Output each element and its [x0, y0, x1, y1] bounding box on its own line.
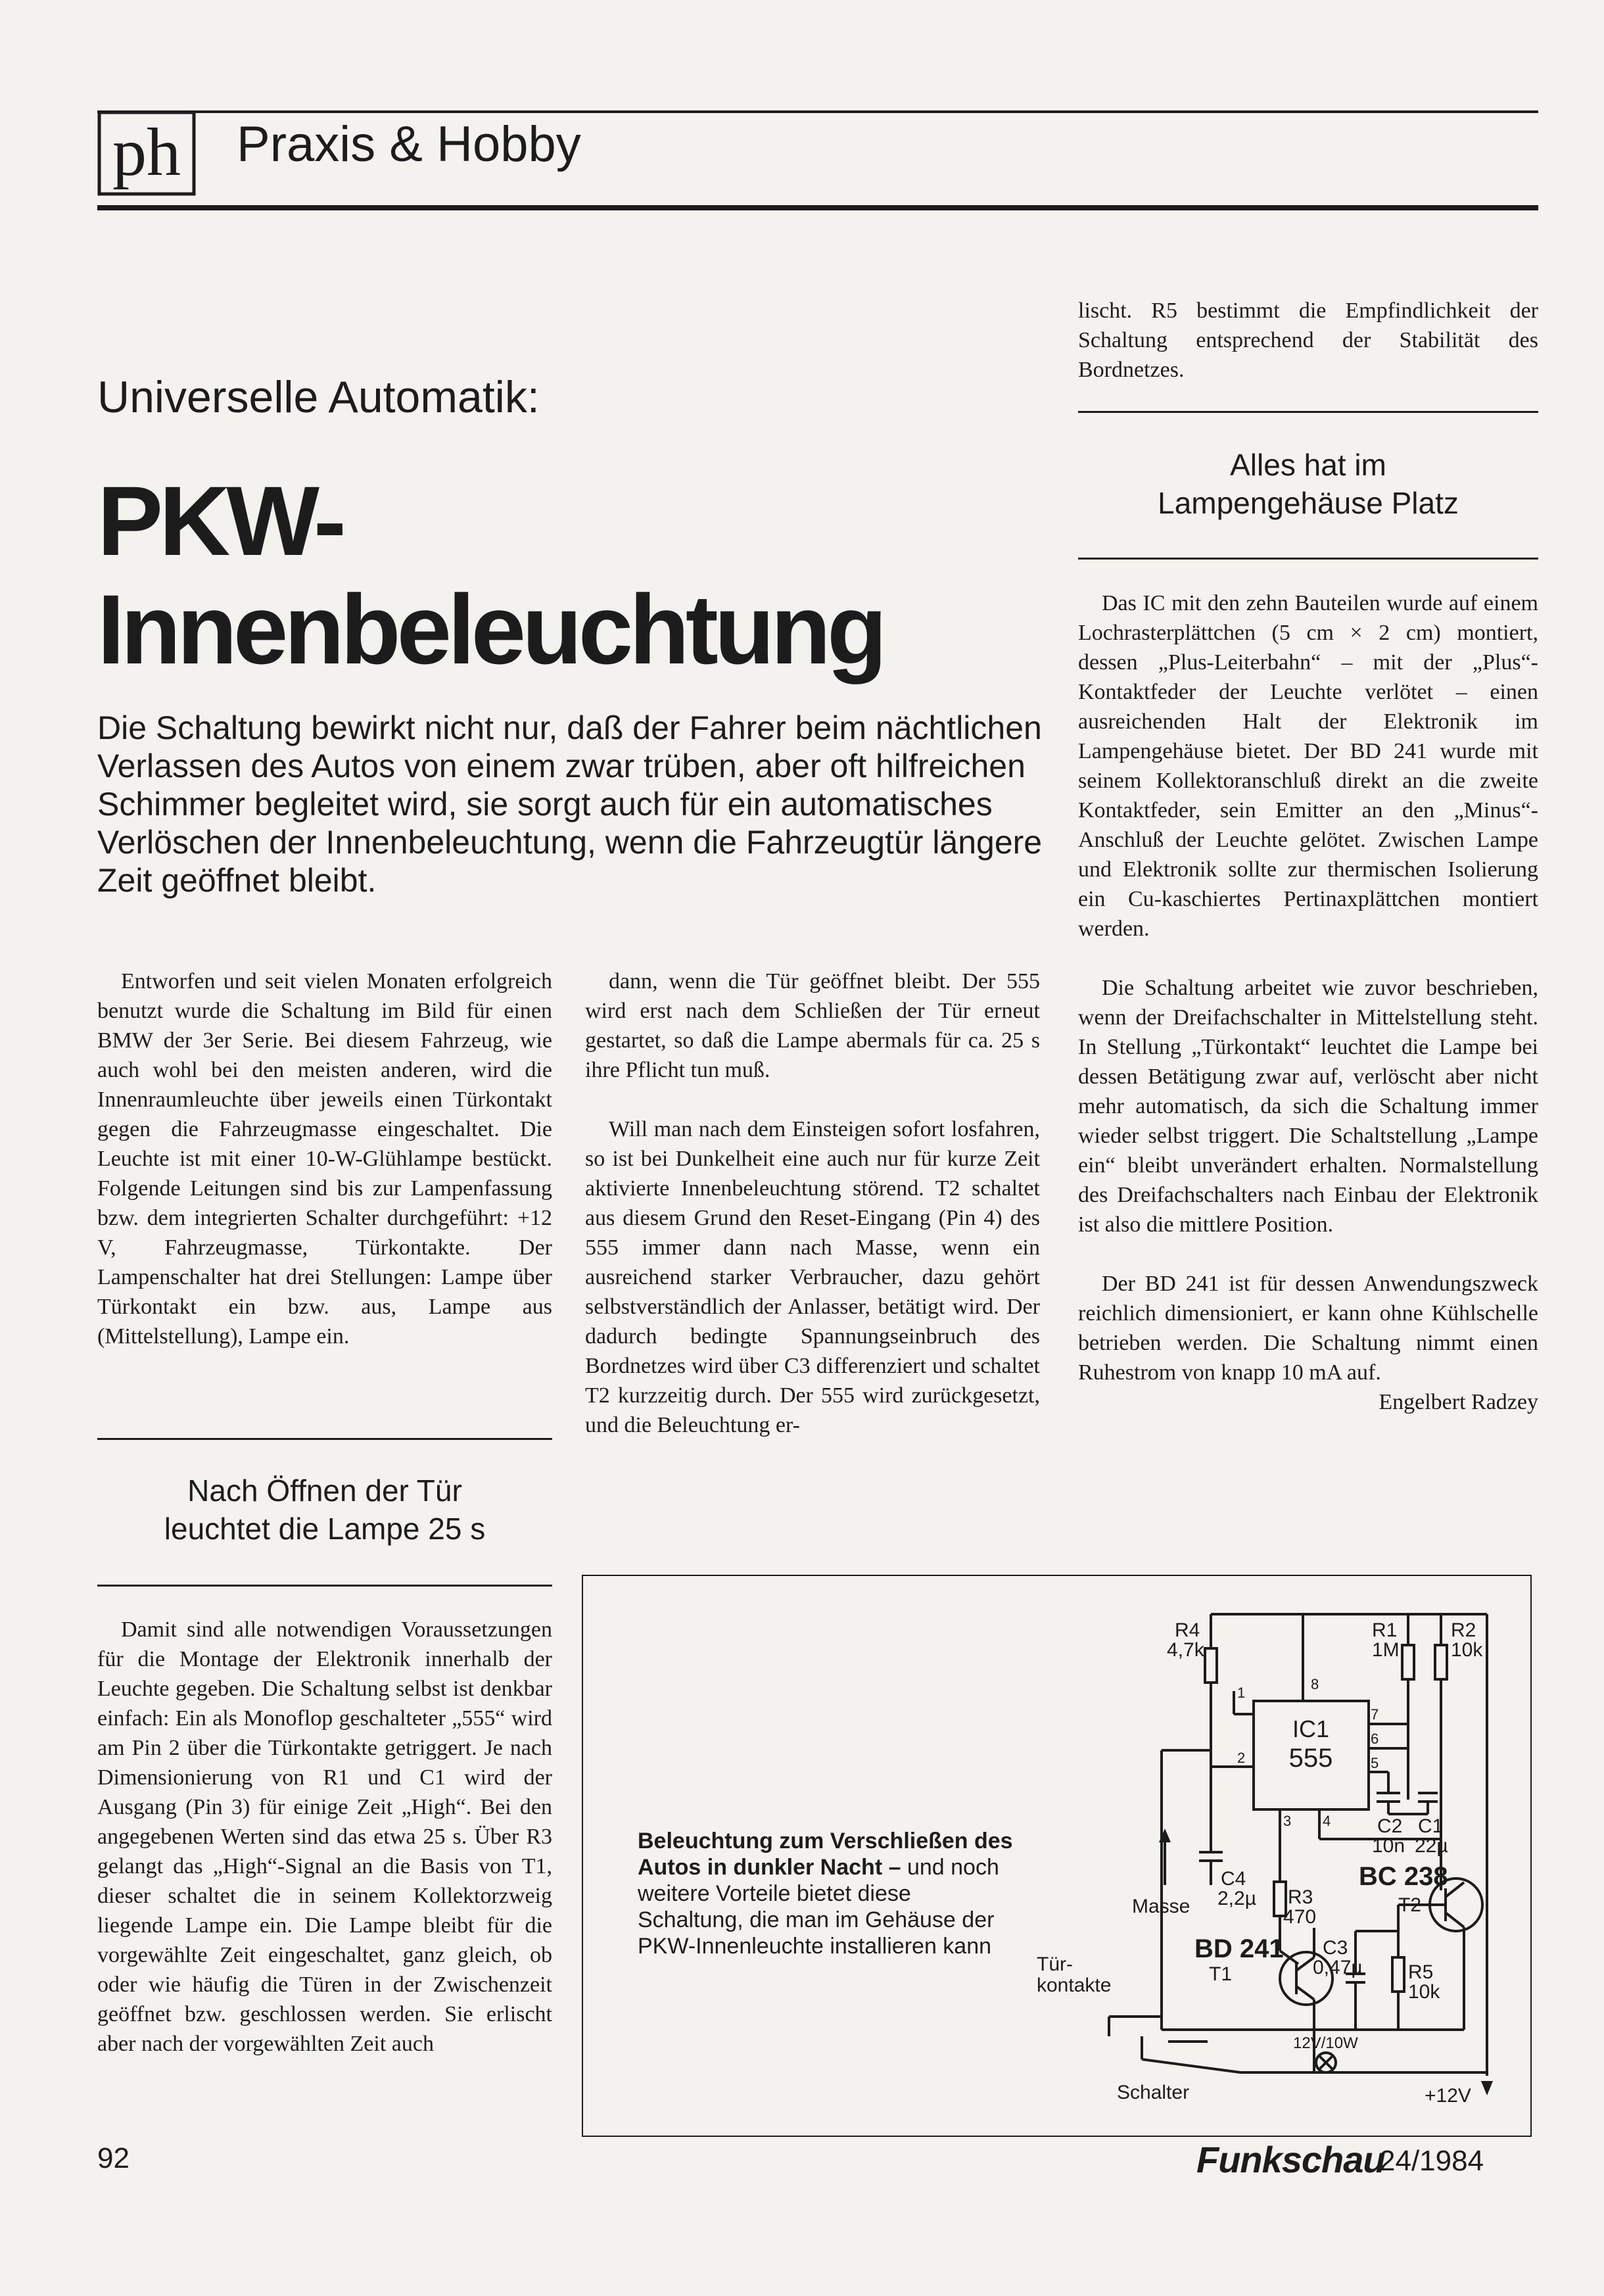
schalter-label: Schalter [1117, 2082, 1190, 2103]
header-bottom-rule [97, 205, 1538, 210]
ic-name: IC1 [1292, 1715, 1330, 1742]
article-lede: Die Schaltung bewirkt nicht nur, daß der Fahrer beim nächtlichen Verlassen des Autos von einem zwar trüben, aber oft hilfreichen Schimmer begleitet wird, sie sorgt auch für ein automatisches Verlöschen der Innenbeleuchtung, wenn die Fahrzeugtür längere Zeit geöffnet bleibt. [97, 709, 1043, 899]
r4-value: 4,7k [1167, 1639, 1204, 1661]
pin-5: 5 [1371, 1755, 1379, 1771]
article-headline [97, 467, 884, 684]
c4-value: 2,2µ [1217, 1888, 1256, 1909]
headline-line-1: PKW- [97, 466, 342, 576]
caption-bold: Beleuchtung zum Verschließen des Autos in dunkler Nacht – [638, 1829, 1013, 1880]
col1-paragraph-2: Damit sind alle notwendigen Voraussetzungen für die Montage der Elektronik innerhalb der Leuchte gegeben. Die Schaltung selbst ist denkbar einfach: Ein als Monoflop geschalteter „555“ wird am Pin 2 über die Türkontakte getriggert. Je nach Dimensionierung von R1 und C1 wird der Ausgang (Pin 3) für einige Zeit „High“. Bei den angegebenen Werten sind das etwa 25 s. Über R3 gelangt das „High“-Signal an die Basis von T1, dieser schaltet die in seinem Kollektorzweig liegende Lampe ein. Die Lampe bleibt für die vorgewählte Zeit eingeschaltet, ganz gleich, ob oder wie häufig die Türen in der Zwischenzeit geöffnet bzw. geschlossen werden. Sie erlischt aber nach der vorgewählten Zeit auch [97, 1617, 552, 2056]
col3-subhead-rule-bottom [1078, 558, 1538, 560]
column-3-top [1078, 296, 1538, 385]
col1-subhead [97, 1471, 552, 1548]
tuerkontakte-line-2: kontakte [1037, 1974, 1112, 1996]
section-title: Praxis & Hobby [237, 116, 581, 172]
pin-1: 1 [1237, 1685, 1246, 1701]
column-1-bottom [97, 1615, 552, 2059]
pin-7: 7 [1371, 1706, 1379, 1723]
schematic-caption [638, 1828, 1019, 1959]
c3-name: C3 [1323, 1937, 1348, 1959]
col3-paragraph-1: lischt. R5 bestimmt die Empfindlichkeit der Schaltung entsprechend der Stabilität des Bordnetzes. [1078, 299, 1538, 382]
col3-paragraph-2: Das IC mit den zehn Bauteilen wurde auf einem Lochrasterplättchen (5 cm × 2 cm) montiert, dessen „Plus-Leiterbahn“ – mit der „Plus“-Kontaktfeder der Leuchte verlötet – einen ausreichenden Halt der Elektronik im Lampengehäuse bietet. Der BD 241 wurde mit seinem Kollektoranschluß direkt an die zweite Kontaktfeder, sein Emitter an den „Minus“-Anschluß der Leuchte gelötet. Zwischen Lampe und Elektronik sollte zur thermischen Isolierung ein Cu-kaschiertes Pertinaxplättchen montiert werden. [1078, 591, 1538, 941]
headline-line-2: Innenbeleuchtung [97, 574, 884, 684]
pin-3: 3 [1283, 1813, 1292, 1829]
t1-type: BD 241 [1194, 1934, 1284, 1963]
col1-subhead-rule-bottom [97, 1585, 552, 1587]
c4-name: C4 [1221, 1868, 1246, 1890]
pin-6: 6 [1371, 1731, 1379, 1747]
c3-value: 0,47µ [1313, 1957, 1363, 1978]
issue-number: 24/1984 [1379, 2145, 1484, 2177]
r5-name: R5 [1408, 1961, 1434, 1983]
r2-name: R2 [1451, 1619, 1476, 1641]
col3-subhead-line-2: Lampengehäuse Platz [1158, 486, 1459, 520]
plus12-label: +12V [1425, 2085, 1471, 2107]
page-number: 92 [97, 2142, 130, 2174]
r5-value: 10k [1408, 1981, 1440, 2003]
c2-name: C2 [1377, 1815, 1403, 1837]
lamp-label: 12V/10W [1293, 2034, 1358, 2052]
article-kicker: Universelle Automatik: [97, 372, 540, 422]
r4-name: R4 [1175, 1619, 1200, 1641]
c2-value: 10n [1372, 1835, 1405, 1857]
col1-paragraph-1: Entworfen und seit vielen Monaten erfolgreich benutzt wurde die Schaltung im Bild für einen BMW der 3er Serie. Bei diesem Fahrzeug, wie auch wohl bei den meisten anderen, wird die Innenraumleuchte über jeweils einen Türkontakt gegen die Fahrzeugmasse eingeschaltet. Die Leuchte ist mit einer 10-W-Glühlampe bestückt. Folgende Leitungen sind bis zur Lampenfassung bzw. dem integrierten Schalter durchgeführt: +12 V, Fahrzeugmasse, Türkontakte. Der Lampenschalter hat drei Stellungen: Lampe über Türkontakt ein bzw. aus, Lampe aus (Mittelstellung), Lampe ein. [97, 969, 552, 1349]
magazine-name: Funkschau [1196, 2139, 1385, 2180]
col2-paragraph-1: dann, wenn die Tür geöffnet bleibt. Der 555 wird erst nach dem Schließen der Tür erneut gestartet, so daß die Lampe abermals für ca. 25 s ihre Pflicht tun muß. [585, 969, 1040, 1082]
header-top-rule [97, 110, 1538, 113]
col3-subhead [1078, 446, 1538, 522]
col3-subhead-rule-top [1078, 411, 1538, 413]
r3-name: R3 [1288, 1886, 1313, 1908]
c1-name: C1 [1418, 1815, 1444, 1837]
r2-value: 10k [1451, 1639, 1483, 1661]
ph-logo-text: ph [112, 114, 181, 190]
col3-paragraph-4: Der BD 241 ist für dessen Anwendungszweck reichlich dimensioniert, er kann ohne Kühlschelle betrieben werden. Die Schaltung nimmt einen Ruhestrom von knapp 10 mA auf. [1078, 1272, 1538, 1385]
r3-value: 470 [1283, 1906, 1317, 1928]
col3-paragraph-3: Die Schaltung arbeitet wie zuvor beschrieben, wenn der Dreifachschalter in Mittelstellung steht. In Stellung „Türkontakt“ leuchtet die Lampe bei dessen Betätigung zwar auf, verlöscht aber nicht mehr automatisch, da sich die Schaltung immer wieder selbst triggert. Die Schaltstellung „Lampe ein“ bleibt unverändert erhalten. Normalstellung des Dreifachschalters nach Einbau der Elektronik ist also die mittlere Position. [1078, 976, 1538, 1237]
c1-value: 22µ [1415, 1835, 1448, 1857]
r1-name: R1 [1372, 1619, 1398, 1641]
column-2 [585, 967, 1040, 1440]
col1-subhead-line-1: Nach Öffnen der Tür [187, 1473, 462, 1508]
author-signature: Engelbert Radzey [1379, 1390, 1538, 1414]
pin-4: 4 [1323, 1813, 1331, 1829]
tuerkontakte-line-1: Tür- [1037, 1953, 1073, 1975]
pin-8: 8 [1311, 1676, 1319, 1692]
r1-value: 1M [1372, 1639, 1400, 1661]
col2-paragraph-2: Will man nach dem Einsteigen sofort losfahren, so ist bei Dunkelheit eine auch nur für kurze Zeit aktivierte Innenbeleuchtung störend. T2 schaltet aus diesem Grund den Reset-Eingang (Pin 4) des 555 immer dann nach Masse, wenn ein ausreichend starker Verbraucher, dazu gehört selbstverständlich der Anlasser, betätigt wird. Der dadurch bedingte Spannungseinbruch des Bordnetzes wird über C3 differenziert und schaltet T2 kurzzeitig durch. Der 555 wird zurückgesetzt, und die Beleuchtung er- [585, 1117, 1040, 1437]
ic-value: 555 [1288, 1744, 1333, 1773]
caption-text: und noch weitere Vorteile bietet diese Schaltung, die man im Gehäuse der PKW-Innenleuchte installieren kann [638, 1855, 999, 1959]
t2-type: BC 238 [1359, 1862, 1448, 1891]
column-3-bottom [1078, 588, 1538, 1417]
ph-logo [97, 110, 196, 196]
col3-subhead-line-1: Alles hat im [1230, 448, 1386, 482]
pin-2: 2 [1237, 1750, 1246, 1766]
col1-subhead-line-2: leuchtet die Lampe 25 s [164, 1512, 486, 1546]
col1-subhead-rule-top [97, 1438, 552, 1440]
column-1-top [97, 967, 552, 1351]
t1-name: T1 [1209, 1963, 1233, 1985]
masse-label: Masse [1132, 1896, 1191, 1917]
t2-name: T2 [1398, 1894, 1422, 1916]
